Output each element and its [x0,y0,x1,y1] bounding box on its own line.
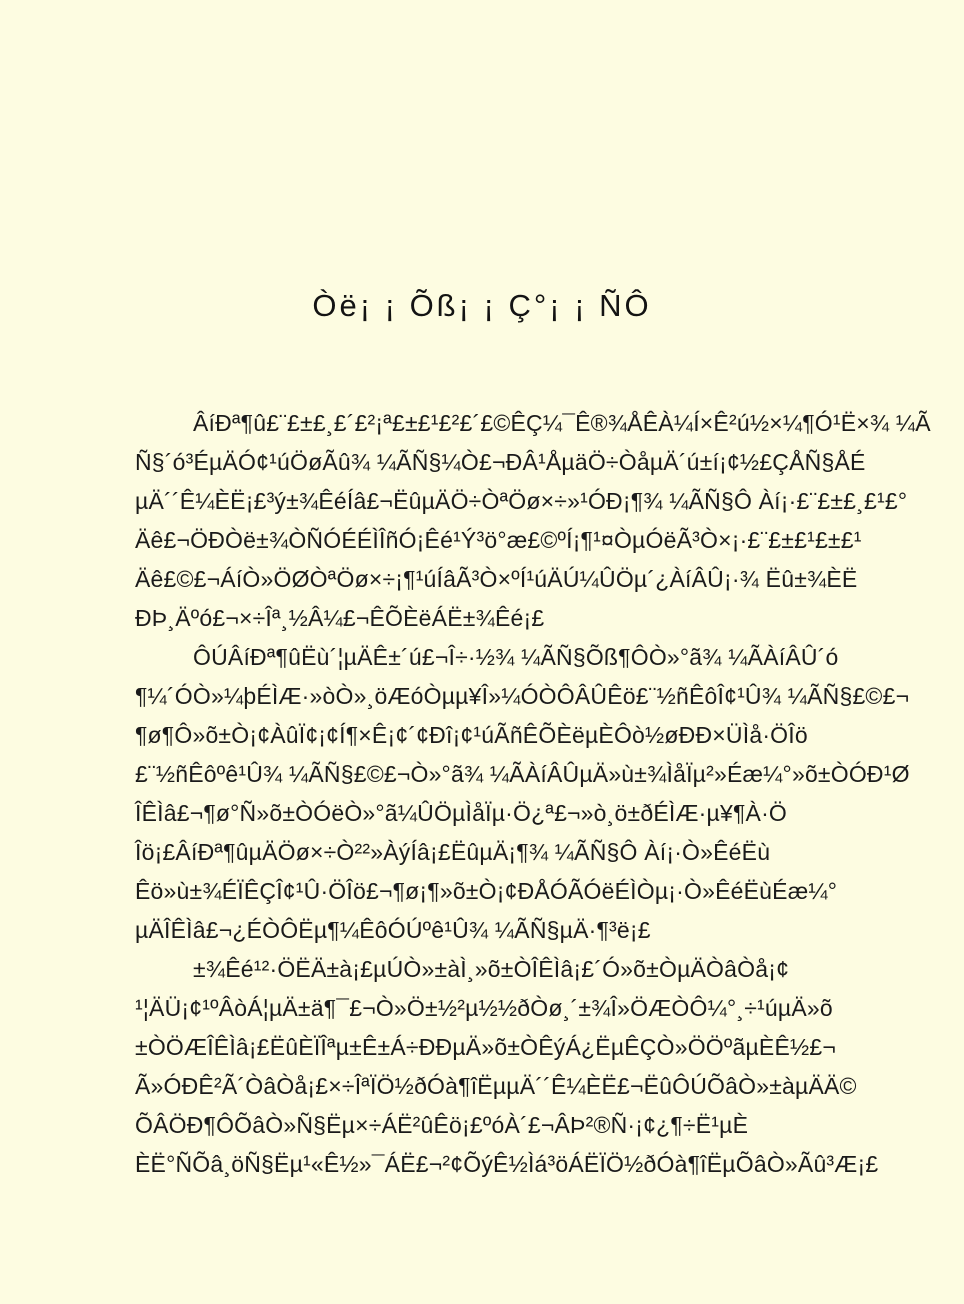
text-line: Êö»ù±¾ÉÏÊÇÎ¢¹Û·ÖÎö£¬¶ø¡¶»õ±Ò¡¢ÐÅÓÃÓëÉÌÒµ¡·Ò»ÊéËùÉæ¼° [135,878,838,904]
text-line: µÄÎÊÌâ£¬¿ÉÒÔËµ¶¼ÊôÓÚºê¹Û¾ ¼ÃÑ§µÄ·¶³ë¡£ [135,917,651,943]
paragraph [135,638,910,950]
text-line: ÐÞ¸Äºó£¬×÷Îª¸½Â¼£¬ÊÕÈëÁË±¾Êé¡£ [135,605,545,631]
text-line: Îö¡£ÂíÐª¶ûµÄÖø×÷Ò²²»ÀýÍâ¡£ËûµÄ¡¶¾ ¼ÃÑ§Ô Àí¡·Ò»ÊéËù [135,839,771,865]
text-line: Ã»ÓÐÊ²Ã´ÒâÒå¡£×÷ÎªÏÖ½ðÓà¶îËµµÄ´´Ê¼ÈË£¬ËûÔÚÕâÒ»±àµÄÄ© [135,1073,857,1099]
text-line: ÎÊÌâ£¬¶ø°Ñ»õ±ÒÓëÒ»°ã¼ÛÖµÌåÏµ·Ö¿ª£¬»ò¸ö±ðÉÌÆ·µ¥¶À·Ö [135,800,788,826]
text-line: Ñ§´ó³ÉµÄÓ¢¹úÖøÃû¾ ¼ÃÑ§¼Ò£¬ÐÂ¹ÅµäÖ÷ÒåµÄ´ú±í¡¢½£ÇÅÑ§ÅÉ [135,449,866,475]
text-line: ¶¼´ÓÒ»¼þÉÌÆ·»òÒ»¸öÆóÒµµ¥Î»¼ÓÒÔÂÛÊö£¨½ñÊôÎ¢¹Û¾ ¼ÃÑ§£©£¬ [135,683,910,709]
text-line: ¹¦ÄÜ¡¢¹ºÂòÁ¦µÄ±ä¶¯£¬Ò»Ö±½²µ½½ðÒø¸´±¾Î»ÖÆÒÔ¼°¸÷¹úµÄ»õ [135,995,833,1021]
page-title: Òë¡ ¡ Õß¡ ¡ Ç°¡ ¡ ÑÔ [312,288,652,323]
text-line: Äê£©£¬ÁíÒ»ÖØÒªÖø×÷¡¶¹úÍâÃ³Ò×ºÍ¹úÄÚ¼ÛÖµ´¿ÀíÂÛ¡·¾ Ëû±¾ÈË [135,566,858,592]
text-line: ±ÒÖÆÎÊÌâ¡£ËûÈÏÎªµ±Ê±Á÷ÐÐµÄ»õ±ÒÊýÁ¿ËµÊÇÒ»ÖÖºãµÈÊ½£¬ [135,1034,837,1060]
text-line: ÈË°ÑÕâ¸öÑ§Ëµ¹«Ê½»¯ÁË£¬²¢ÕýÊ½Ìá³öÁËÏÖ½ðÓà¶îËµÕâÒ»Ãû³Æ¡£ [135,1151,879,1177]
text-line: ±¾Êé¹²·ÖËÄ±à¡£µÚÒ»±àÌ¸»õ±ÒÎÊÌâ¡£´Ó»õ±ÒµÄÒâÒå¡¢ [193,956,790,982]
body-text [135,404,931,1184]
paragraph [135,950,879,1184]
text-line: ÂíÐª¶û£¨£±£¸£´£²¡ª£±£¹£²£´£©ÊÇ¼¯Ê®¾ÅÊÀ¼Í×Ê²ú½×¼¶Ó¹Ë×¾ ¼Ã [193,410,931,436]
text-line: Äê£¬ÖÐÒë±¾ÒÑÓÉÉÌÎñÓ¡Êé¹Ý³ö°æ£©ºÍ¡¶¹¤ÒµÓëÃ³Ò×¡·£¨£±£¹£±£¹ [135,527,862,553]
text-line: ¶ø¶Ô»õ±Ò¡¢ÀûÏ¢¡¢Í¶×Ê¡¢´¢Ðî¡¢¹úÃñÊÕÈëµÈÔò½øÐÐ×ÜÌå·ÖÎö [135,722,808,748]
text-line: ÕÂÖÐ¶ÔÕâÒ»Ñ§Ëµ×÷ÁË²ûÊö¡£ºóÀ´£¬ÂÞ²®Ñ·¡¢¿¶÷Ë¹µÈ [135,1112,749,1138]
text-line: £¨½ñÊôºê¹Û¾ ¼ÃÑ§£©£¬Ò»°ã¾ ¼ÃÀíÂÛµÄ»ù±¾ÌåÏµ²»Éæ¼°»õ±ÒÓÐ¹Ø [135,761,910,787]
text-line: µÄ´´Ê¼ÈË¡£³ý±¾ÊéÍâ£¬ËûµÄÖ÷ÒªÖø×÷»¹ÓÐ¡¶¾ ¼ÃÑ§Ô Àí¡·£¨£±£¸£¹£° [135,488,908,514]
text-line: ÔÚÂíÐª¶ûËù´¦µÄÊ±´ú£¬Î÷·½¾ ¼ÃÑ§Õß¶ÔÒ»°ã¾ ¼ÃÀíÂÛ´ó [193,644,839,670]
paragraph [135,404,931,638]
